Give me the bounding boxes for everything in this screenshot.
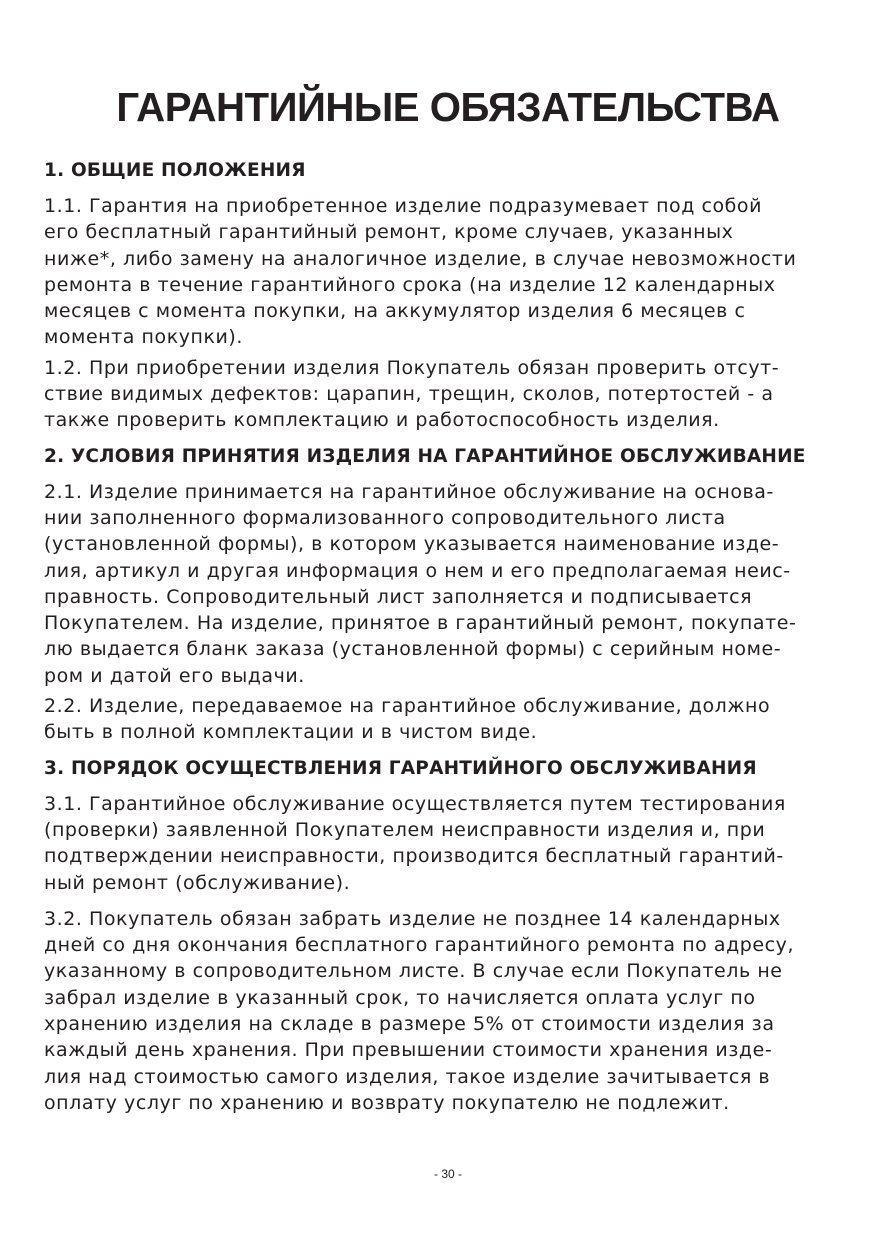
text-line: месяцев с момента покупки, на аккумулятор изделия 6 месяцев с bbox=[44, 300, 746, 323]
text-line: дней со дня окончания бесплатного гарантийного ремонта по адресу, bbox=[44, 934, 795, 957]
text-line: 3.1. Гарантийное обслуживание осуществляется путем тестирования bbox=[44, 792, 786, 815]
text-line: лия, артикул и другая информация о нем и его предполагаемая неис- bbox=[44, 559, 791, 582]
page-number: - 30 - bbox=[433, 1167, 462, 1181]
section-heading: 2. УСЛОВИЯ ПРИНЯТИЯ ИЗДЕЛИЯ НА ГАРАНТИЙНОЕ ОБСЛУЖИВАНИЕ bbox=[44, 445, 806, 467]
text-line: нии заполненного формализованного сопроводительного листа bbox=[44, 506, 726, 529]
section-heading: 1. ОБЩИЕ ПОЛОЖЕНИЯ bbox=[44, 160, 306, 181]
text-line: 2.1. Изделие принимается на гарантийное обслуживание на основа- bbox=[44, 480, 774, 503]
text-line: правность. Сопроводительный лист заполняется и подписывается bbox=[44, 585, 753, 608]
text-line: ром и датой его выдачи. bbox=[44, 664, 305, 687]
text-line: 2.2. Изделие, передаваемое на гарантийное обслуживание, должно bbox=[44, 695, 771, 718]
text-line: хранению изделия на складе в размере 5% от стоимости изделия за bbox=[44, 1013, 775, 1036]
text-line: Покупателем. На изделие, принятое в гарантийный ремонт, покупате- bbox=[44, 612, 797, 635]
text-line: 1.1. Гарантия на приобретенное изделие подразумевает под собой bbox=[44, 195, 762, 217]
paragraph-2-2 bbox=[44, 693, 844, 746]
page-title: ГАРАНТИЙНЫЕ ОБЯЗАТЕЛЬСТВА bbox=[116, 84, 780, 130]
text-line: ный ремонт (обслуживание). bbox=[44, 871, 351, 894]
paragraph-3-1 bbox=[44, 791, 844, 896]
text-line: ниже*, либо замену на аналогичное изделие, в случае невозможности bbox=[44, 247, 797, 270]
text-line: момента покупки). bbox=[44, 326, 243, 349]
text-line: 3.2. Покупатель обязан забрать изделие не позднее 14 календарных bbox=[44, 907, 781, 930]
paragraph-2-1 bbox=[44, 479, 844, 689]
text-line: ствие видимых дефектов: царапин, трещин, сколов, потертостей - а bbox=[44, 383, 774, 406]
text-line: лия над стоимостью самого изделия, такое изделие зачитывается в bbox=[44, 1065, 771, 1088]
text-line: указанному в сопроводительном листе. В случае если Покупатель не bbox=[44, 960, 783, 983]
text-line: 1.2. При приобретении изделия Покупатель обязан проверить отсут- bbox=[44, 356, 780, 379]
text-line: (проверки) заявленной Покупателем неисправности изделия и, при bbox=[44, 818, 766, 841]
text-line: оплату услуг по хранению и возврату покупателю не подлежит. bbox=[44, 1091, 730, 1114]
paragraph-1-1 bbox=[44, 193, 844, 351]
text-line: его бесплатный гарантийный ремонт, кроме случаев, указанных bbox=[44, 221, 734, 244]
document-body bbox=[44, 158, 844, 1116]
section-heading: 3. ПОРЯДОК ОСУЩЕСТВЛЕНИЯ ГАРАНТИЙНОГО ОБСЛУЖИВАНИЯ bbox=[44, 757, 757, 779]
text-line: лю выдается бланк заказа (установленной формы) с серийным номе- bbox=[44, 638, 782, 661]
text-line: также проверить комплектацию и работоспособность изделия. bbox=[44, 409, 720, 432]
paragraph-3-2 bbox=[44, 906, 844, 1116]
text-line: забрал изделие в указанный срок, то начисляется оплата услуг по bbox=[44, 986, 756, 1009]
paragraph-1-2 bbox=[44, 355, 844, 434]
text-line: ремонта в течение гарантийного срока (на изделие 12 календарных bbox=[44, 273, 776, 296]
text-line: (установленной формы), в котором указывается наименование изде- bbox=[44, 533, 780, 556]
text-line: быть в полной комплектации и в чистом виде. bbox=[44, 721, 538, 744]
text-line: подтверждении неисправности, производится бесплатный гарантий- bbox=[44, 845, 784, 868]
text-line: каждый день хранения. При превышении стоимости хранения изде- bbox=[44, 1039, 773, 1062]
